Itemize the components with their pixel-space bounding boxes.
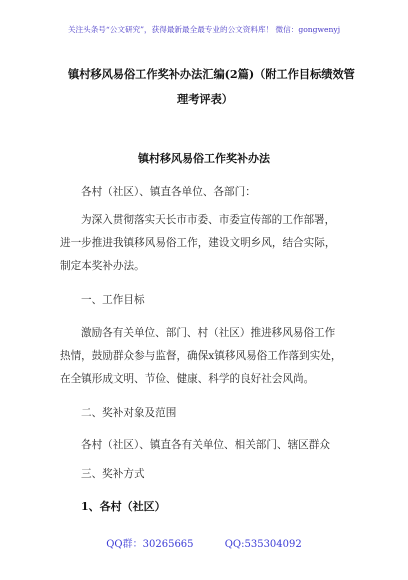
footer-contacts [0,535,408,550]
document-title-line-1: 镇村移风易俗工作奖补办法汇编(2篇)（附工作目标绩效管 [68,67,355,81]
document-title-line-2: 理考评表） [177,92,233,106]
paragraph-intro-line-1: 为深入贯彻落实天长市市委、市委宣传部的工作部署， [81,214,336,226]
paragraph-goals-line-1: 激励各有关单位、部门、村（社区）推进移风易俗工作 [81,327,336,339]
paragraph-intro-line-3: 制定本奖补办法。 [60,260,145,272]
heading-reward-scope: 二、奖补对象及范围 [81,407,177,419]
section-title: 镇村移风易俗工作奖补办法 [138,152,270,165]
paragraph-intro-line-2: 进一步推进我镇移风易俗工作，建设文明乡风，结合实际， [60,237,336,249]
paragraph-reward-scope: 各村（社区）、镇直各有关单位、相关部门、辖区群众 [81,439,330,451]
heading-reward-method: 三、奖补方式 [81,468,145,480]
paragraph-goals-line-2: 热情，鼓励群众参与监督，确保x镇移风易俗工作落到实处， [60,350,342,362]
header-banner: 关注头条号“公文研究”，获得最新最全最专业的公文资料库！ 微信：gongwenyj [67,25,341,34]
paragraph-goals-line-3: 在全镇形成文明、节俭、健康、科学的良好社会风尚。 [60,373,315,385]
heading-work-goals: 一、工作目标 [81,294,145,306]
footer-qq-number: QQ:535304092 [224,539,302,550]
footer-qq-group: QQ群：30265665 [106,539,194,550]
paragraph-salutation: 各村（社区）、镇直各单位、各部门： [81,186,256,198]
heading-villages: 1、各村（社区） [81,500,166,513]
